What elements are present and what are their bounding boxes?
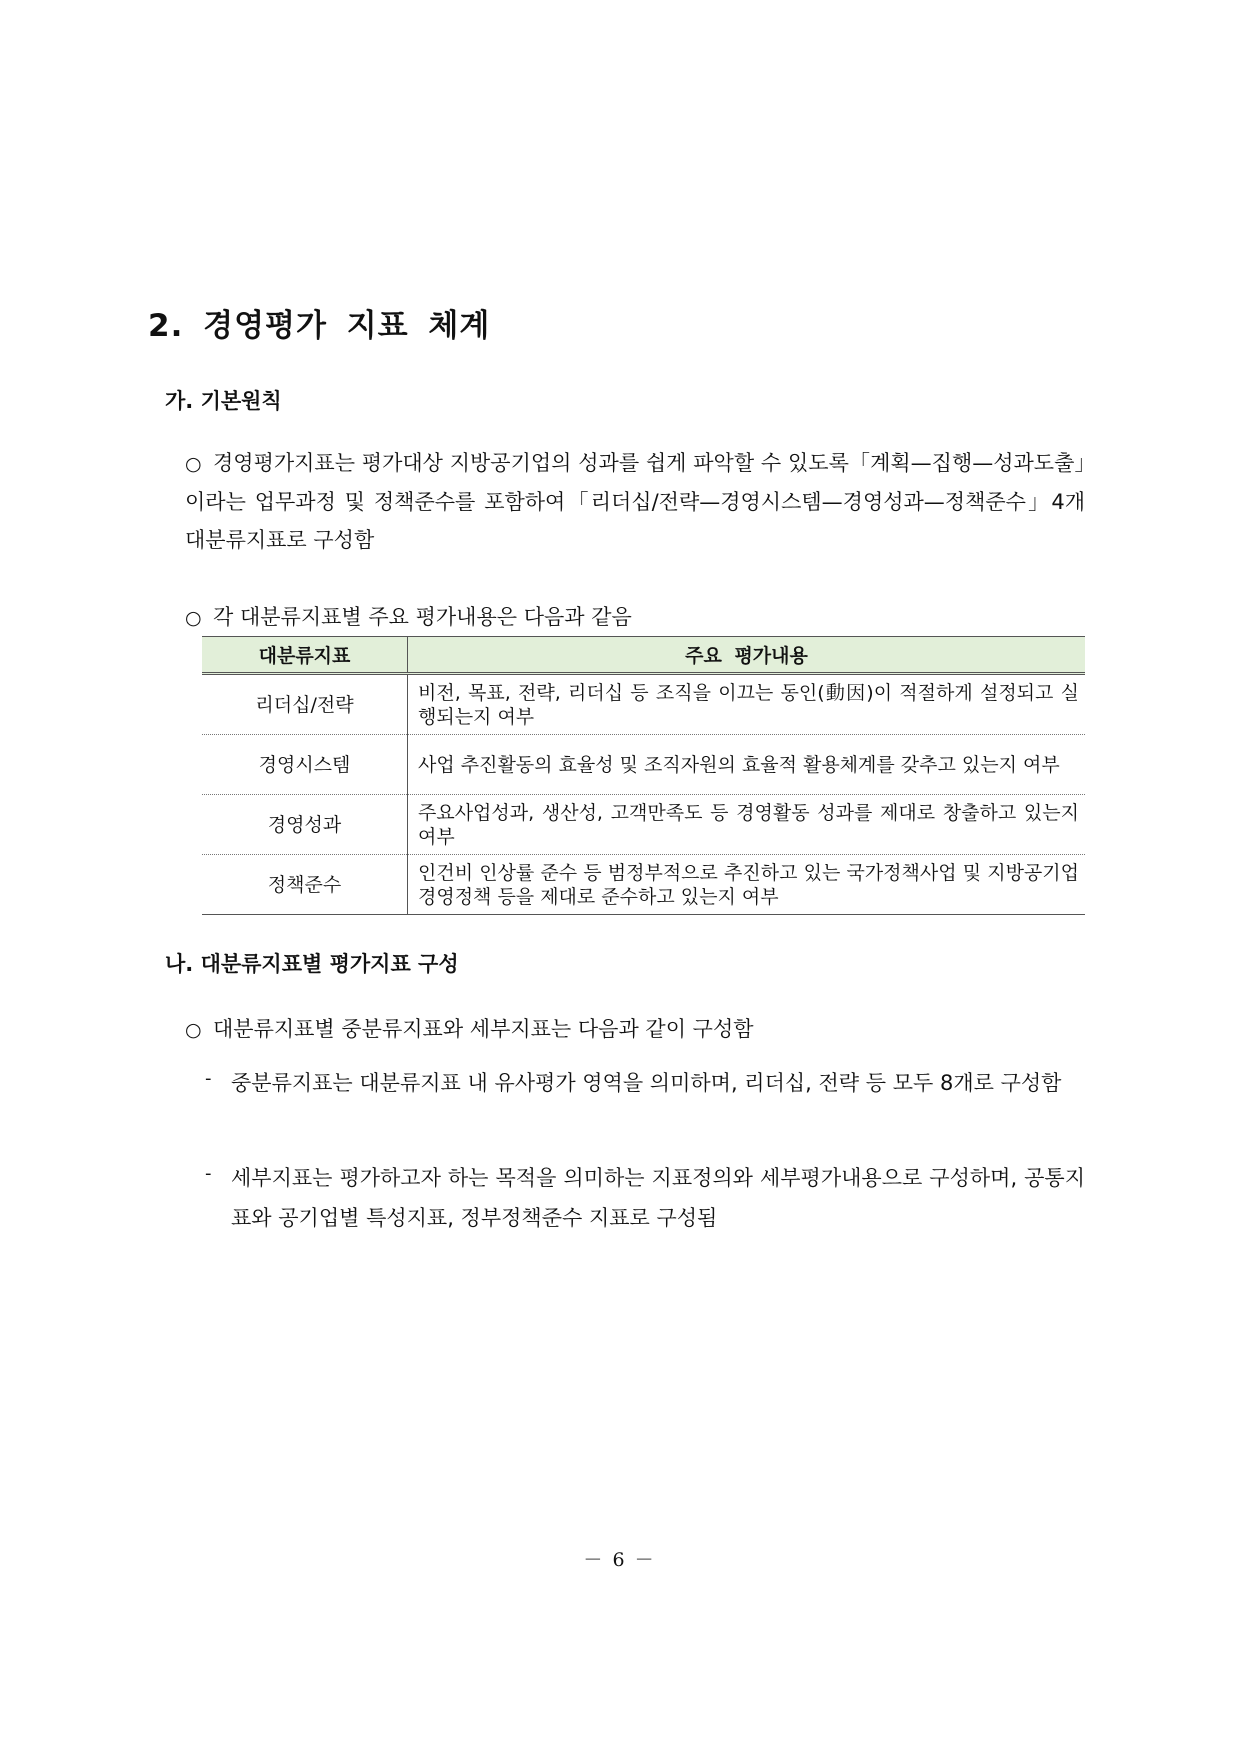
structure-paragraph-text: 대분류지표별 중분류지표와 세부지표는 다음과 같이 구성함	[213, 1017, 754, 1041]
circle-bullet-icon: ○	[185, 1019, 202, 1041]
table-cell-content: 비전, 목표, 전략, 리더십 등 조직을 이끄는 동인(動因)이 적절하게 설정되고 실행되는지 여부	[408, 674, 1086, 735]
list-item-text: 세부지표는 평가하고자 하는 목적을 의미하는 지표정의와 세부평가내용으로 구성하며, 공통지표와 공기업별 특성지표, 정부정책준수 지표로 구성됨	[231, 1166, 1085, 1230]
section-title: 2. 경영평가 지표 체계	[148, 308, 491, 344]
table-row	[202, 674, 1085, 735]
page-number: － 6 －	[583, 1549, 656, 1571]
table-header-category: 대분류지표	[202, 637, 408, 674]
table-row	[202, 795, 1085, 855]
table-intro-paragraph	[185, 598, 1085, 637]
table-cell-content: 사업 추진활동의 효율성 및 조직자원의 효율적 활용체계를 갖추고 있는지 여부	[408, 735, 1086, 795]
circle-bullet-icon: ○	[185, 453, 202, 475]
table-cell-content: 주요사업성과, 생산성, 고객만족도 등 경영활동 성과를 제대로 창출하고 있는지 여부	[408, 795, 1086, 855]
circle-bullet-icon: ○	[185, 607, 202, 629]
table-header-content: 주요 평가내용	[408, 637, 1086, 674]
dash-bullet-icon: -	[205, 1068, 212, 1089]
table-cell-category: 경영시스템	[202, 735, 408, 795]
table-row	[202, 855, 1085, 915]
list-item	[205, 1158, 1085, 1238]
dash-bullet-icon: -	[205, 1163, 212, 1184]
structure-paragraph	[185, 1010, 1085, 1049]
table-intro-text: 각 대분류지표별 주요 평가내용은 다음과 같음	[213, 605, 632, 629]
subsection-heading-basic-principles: 가. 기본원칙	[165, 389, 282, 413]
table-row	[202, 735, 1085, 795]
table-cell-category: 리더십/전략	[202, 674, 408, 735]
table-cell-category: 정책준수	[202, 855, 408, 915]
subsection-heading-indicator-structure: 나. 대분류지표별 평가지표 구성	[165, 952, 459, 976]
table-header-row	[202, 637, 1085, 674]
principle-paragraph-text: 경영평가지표는 평가대상 지방공기업의 성과를 쉽게 파악할 수 있도록「계획—집행—성과도출」이라는 업무과정 및 정책준수를 포함하여「리더십/전략—경영시스템—경영성과—정책준수」4개 대분류지표로 구성함	[185, 451, 1085, 552]
list-item-text: 중분류지표는 대분류지표 내 유사평가 영역을 의미하며, 리더십, 전략 등 모두 8개로 구성함	[231, 1071, 1062, 1095]
table-cell-content: 인건비 인상률 준수 등 범정부적으로 추진하고 있는 국가정책사업 및 지방공기업 경영정책 등을 제대로 준수하고 있는지 여부	[408, 855, 1086, 915]
evaluation-content-table	[202, 636, 1085, 915]
principle-paragraph	[185, 444, 1085, 559]
list-item	[205, 1063, 1085, 1103]
table-cell-category: 경영성과	[202, 795, 408, 855]
